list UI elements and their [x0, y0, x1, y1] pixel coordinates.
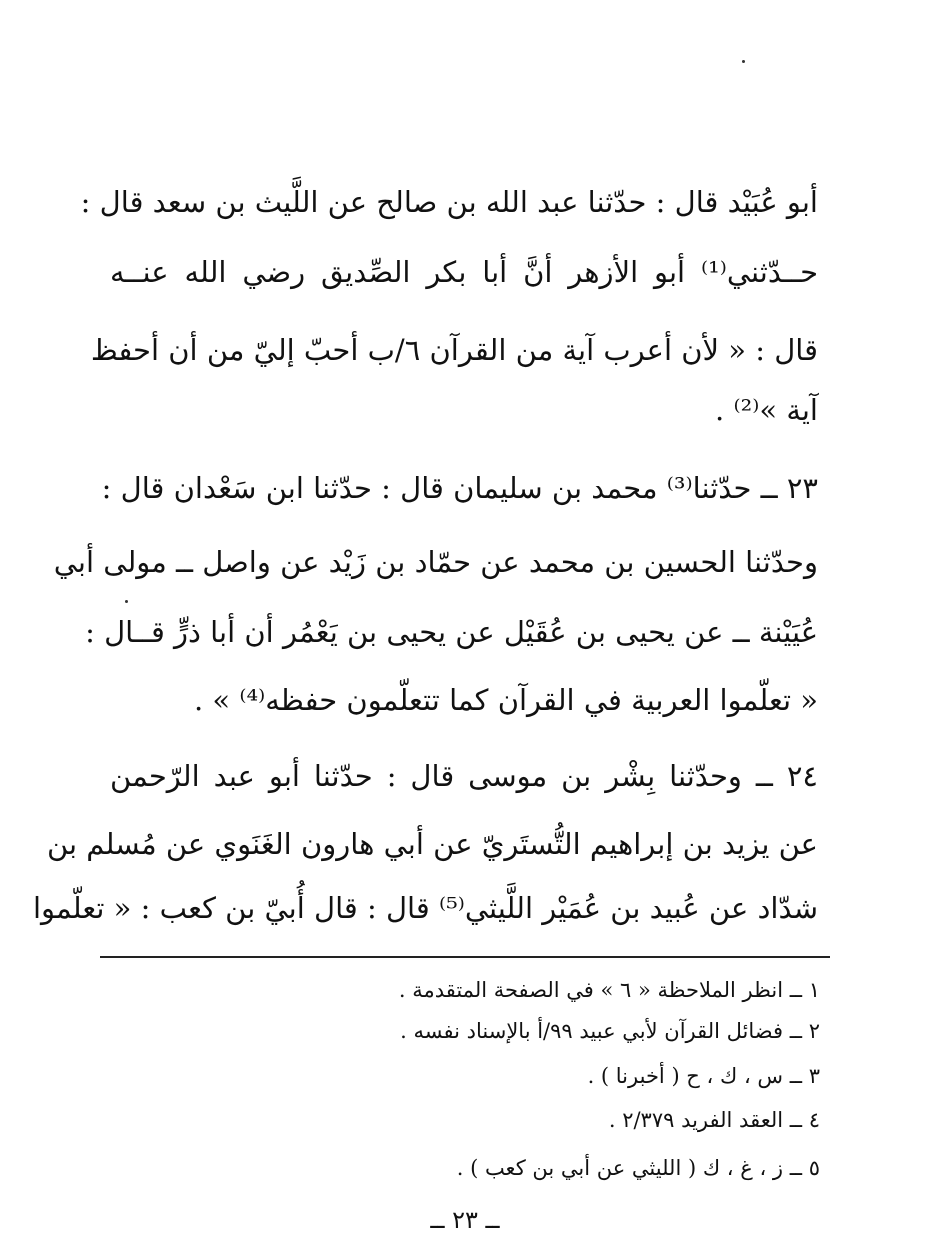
body-line-1: أبو عُبَيْد قال : حدّثنا عبد الله بن صالح عن اللَّيث بن سعد قال : [80, 185, 818, 219]
page-number: ــ ٢٣ ــ [430, 1206, 500, 1234]
footnote-1: ١ ــ انظر الملاحظة « ٦ » في الصفحة المتقدمة . [398, 978, 820, 1002]
footnote-4: ٤ ــ العقد الفريد ٢/٣٧٩ . [608, 1108, 820, 1132]
footnote-divider [100, 956, 830, 958]
footnote-2: ٢ ــ فضائل القرآن لأبي عبيد ٩٩/أ بالإسناد نفسه . [400, 1019, 820, 1043]
body-line-5: ٢٣ ــ حدّثنا⁽³⁾ محمد بن سليمان قال : حدّثنا ابن سَعْدان قال : [101, 471, 818, 505]
body-line-3: قال : « لأن أعرب آية من القرآن ٦/ب أحبّ إليّ من أن أحفظ [90, 333, 818, 367]
body-line-9: ٢٤ ــ وحدّثنا بِشْر بن موسى قال : حدّثنا أبو عبد الرّحمن [110, 759, 818, 793]
body-line-4: آية »⁽²⁾ . [715, 393, 818, 427]
footnote-5: ٥ ــ ز ، غ ، ك ( الليثي عن أبي بن كعب ) . [456, 1156, 820, 1180]
body-line-11: شدّاد عن عُبيد بن عُمَيْر اللَّيثي⁽⁵⁾ قال : قال أُبيّ بن كعب : « تعلّموا [33, 891, 818, 925]
body-line-8: « تعلّموا العربية في القرآن كما تتعلّمون حفظه⁽⁴⁾ » . [193, 683, 818, 717]
scan-speck [742, 60, 745, 63]
body-line-7: عُيَيْنة ــ عن يحيى بن عُقَيْل عن يحيى بن يَعْمُر أن أبا ذرٍّ قــال : [85, 615, 818, 649]
footnote-3: ٣ ــ س ، ك ، ح ( أخبرنا ) . [587, 1064, 820, 1088]
body-line-2: حــدّثني⁽¹⁾ أبو الأزهر أنَّ أبا بكر الصِّديق رضي الله عنــه [110, 255, 818, 289]
body-line-6: وحدّثنا الحسين بن محمد عن حمّاد بن زَيْد عن واصل ــ مولى أبي [53, 545, 818, 579]
body-line-10: عن يزيد بن إبراهيم التُّستَريّ عن أبي هارون الغَنَوي عن مُسلم بن [46, 827, 818, 861]
scan-speck [125, 600, 128, 603]
